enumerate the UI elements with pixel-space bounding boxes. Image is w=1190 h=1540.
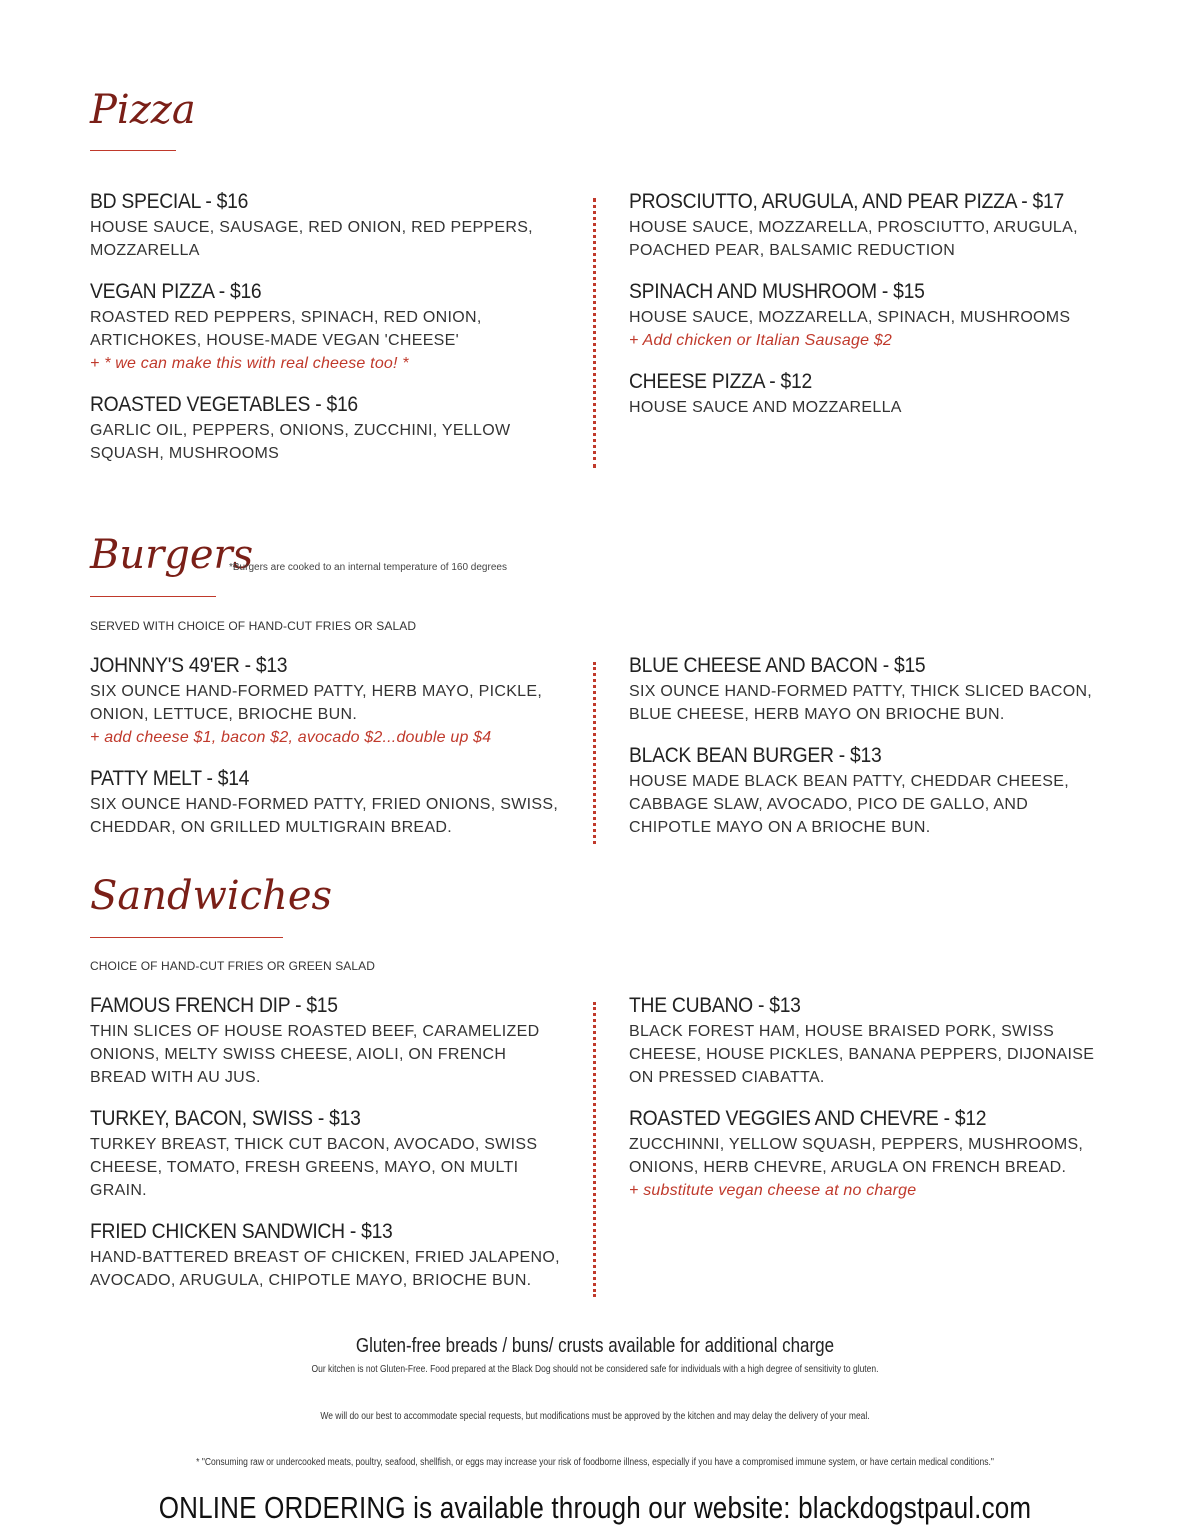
burgers-section-title: Burgers bbox=[90, 532, 254, 578]
menu-item bbox=[90, 1105, 560, 1202]
menu-item bbox=[629, 992, 1099, 1089]
menu-item-description: THIN SLICES OF HOUSE ROASTED BEEF, CARAMELIZED ONIONS, MELTY SWISS CHEESE, AIOLI, ON FRENCH BREAD WITH AU JUS. bbox=[90, 1023, 540, 1086]
pizza-right-column bbox=[629, 188, 1099, 435]
burgers-right-column bbox=[629, 652, 1099, 855]
pizza-column-divider bbox=[593, 198, 596, 468]
gluten-free-note: Our kitchen is not Gluten-Free. Food prepared at the Black Dog should not be considered safe for individuals with a high degree of sensitivity to gluten. bbox=[311, 1364, 879, 1375]
menu-item bbox=[90, 652, 560, 749]
menu-item-addon-note: + * we can make this with real cheese too! * bbox=[90, 355, 409, 372]
menu-item-addon-note: + Add chicken or Italian Sausage $2 bbox=[629, 332, 893, 349]
menu-item-name: FAMOUS FRENCH DIP - $15 bbox=[90, 994, 338, 1017]
special-requests-note: We will do our best to accommodate special requests, but modifications must be approved by the kitchen and may delay the delivery of your meal. bbox=[320, 1411, 870, 1422]
menu-item-description: GARLIC OIL, PEPPERS, ONIONS, ZUCCHINI, YELLOW SQUASH, MUSHROOMS bbox=[90, 422, 511, 462]
sandwiches-column-divider bbox=[593, 1002, 596, 1297]
menu-item-name: ROASTED VEGGIES AND CHEVRE - $12 bbox=[629, 1107, 987, 1130]
menu-item bbox=[629, 1105, 1099, 1202]
menu-item-name: JOHNNY'S 49'ER - $13 bbox=[90, 654, 288, 677]
menu-item-description: HOUSE SAUCE, MOZZARELLA, PROSCIUTTO, ARUGULA, POACHED PEAR, BALSAMIC REDUCTION bbox=[629, 219, 1078, 259]
menu-item-name: TURKEY, BACON, SWISS - $13 bbox=[90, 1107, 361, 1130]
raw-food-warning: * "Consuming raw or undercooked meats, poultry, seafood, shellfish, or eggs may increase your risk of foodborne illness, especially if you have a compromised immune system, or have certain medical conditions." bbox=[196, 1457, 994, 1468]
menu-item-description: BLACK FOREST HAM, HOUSE BRAISED PORK, SWISS CHEESE, HOUSE PICKLES, BANANA PEPPERS, DIJONAISE ON PRESSED CIABATTA. bbox=[629, 1023, 1095, 1086]
menu-item-description: HOUSE SAUCE, SAUSAGE, RED ONION, RED PEPPERS, MOZZARELLA bbox=[90, 219, 533, 259]
burgers-subnote: SERVED WITH CHOICE OF HAND-CUT FRIES OR SALAD bbox=[90, 619, 417, 633]
menu-item-description: HAND-BATTERED BREAST OF CHICKEN, FRIED JALAPENO, AVOCADO, ARUGULA, CHIPOTLE MAYO, BRIOCHE BUN. bbox=[90, 1249, 560, 1289]
menu-item-name: FRIED CHICKEN SANDWICH - $13 bbox=[90, 1220, 393, 1243]
menu-item-name: PATTY MELT - $14 bbox=[90, 767, 250, 790]
menu-item-addon-note: + substitute vegan cheese at no charge bbox=[629, 1182, 917, 1199]
menu-item-addon-note: + add cheese $1, bacon $2, avocado $2...double up $4 bbox=[90, 729, 492, 746]
sandwiches-right-column bbox=[629, 992, 1099, 1218]
pizza-section-title: Pizza bbox=[90, 87, 196, 133]
menu-item bbox=[629, 278, 1099, 352]
pizza-left-column bbox=[90, 188, 560, 481]
sandwiches-section-title: Sandwiches bbox=[90, 873, 333, 919]
menu-item-description: SIX OUNCE HAND-FORMED PATTY, THICK SLICED BACON, BLUE CHEESE, HERB MAYO ON BRIOCHE BUN. bbox=[629, 683, 1093, 723]
online-ordering-banner: ONLINE ORDERING is available through our website: blackdogstpaul.com bbox=[158, 1490, 1032, 1525]
menu-item bbox=[629, 368, 1099, 419]
menu-item bbox=[629, 652, 1099, 726]
menu-item-name: VEGAN PIZZA - $16 bbox=[90, 280, 262, 303]
menu-item bbox=[90, 1218, 560, 1292]
menu-item-name: BLUE CHEESE AND BACON - $15 bbox=[629, 654, 926, 677]
menu-item-description: HOUSE SAUCE AND MOZZARELLA bbox=[629, 399, 902, 416]
menu-item-name: BLACK BEAN BURGER - $13 bbox=[629, 744, 882, 767]
sandwiches-left-column bbox=[90, 992, 560, 1308]
menu-item-name: PROSCIUTTO, ARUGULA, AND PEAR PIZZA - $17 bbox=[629, 190, 1064, 213]
burgers-column-divider bbox=[593, 662, 596, 844]
sandwiches-title-rule bbox=[90, 937, 283, 938]
gluten-free-title: Gluten-free breads / buns/ crusts available for additional charge bbox=[355, 1335, 835, 1357]
menu-item-description: TURKEY BREAST, THICK CUT BACON, AVOCADO, SWISS CHEESE, TOMATO, FRESH GREENS, MAYO, ON MULTI GRAIN. bbox=[90, 1136, 538, 1199]
menu-item-name: BD SPECIAL - $16 bbox=[90, 190, 249, 213]
menu-item-description: ROASTED RED PEPPERS, SPINACH, RED ONION, ARTICHOKES, HOUSE-MADE VEGAN 'CHEESE' bbox=[90, 309, 482, 349]
pizza-title-rule bbox=[90, 150, 176, 151]
burgers-temperature-note: *Burgers are cooked to an internal temperature of 160 degrees bbox=[229, 562, 507, 573]
menu-item-name: SPINACH AND MUSHROOM - $15 bbox=[629, 280, 925, 303]
menu-item-name: ROASTED VEGETABLES - $16 bbox=[90, 393, 358, 416]
menu-item-description: SIX OUNCE HAND-FORMED PATTY, HERB MAYO, PICKLE, ONION, LETTUCE, BRIOCHE BUN. bbox=[90, 683, 543, 723]
menu-item bbox=[90, 765, 560, 839]
menu-item-description: ZUCCHINNI, YELLOW SQUASH, PEPPERS, MUSHROOMS, ONIONS, HERB CHEVRE, ARUGLA ON FRENCH BREAD. bbox=[629, 1136, 1084, 1176]
menu-item bbox=[90, 278, 560, 375]
menu-item-name: CHEESE PIZZA - $12 bbox=[629, 370, 812, 393]
menu-item bbox=[90, 992, 560, 1089]
burgers-title-rule bbox=[90, 596, 216, 597]
menu-item bbox=[90, 391, 560, 465]
menu-item-name: THE CUBANO - $13 bbox=[629, 994, 801, 1017]
menu-item bbox=[629, 742, 1099, 839]
menu-item-description: SIX OUNCE HAND-FORMED PATTY, FRIED ONIONS, SWISS, CHEDDAR, ON GRILLED MULTIGRAIN BREAD. bbox=[90, 796, 559, 836]
sandwiches-subnote: CHOICE OF HAND-CUT FRIES OR GREEN SALAD bbox=[90, 959, 376, 973]
menu-item bbox=[629, 188, 1099, 262]
menu-item-description: HOUSE MADE BLACK BEAN PATTY, CHEDDAR CHEESE, CABBAGE SLAW, AVOCADO, PICO DE GALLO, AND CHIPOTLE MAYO ON A BRIOCHE BUN. bbox=[629, 773, 1069, 836]
menu-item-description: HOUSE SAUCE, MOZZARELLA, SPINACH, MUSHROOMS bbox=[629, 309, 1071, 326]
burgers-left-column bbox=[90, 652, 560, 855]
menu-item bbox=[90, 188, 560, 262]
